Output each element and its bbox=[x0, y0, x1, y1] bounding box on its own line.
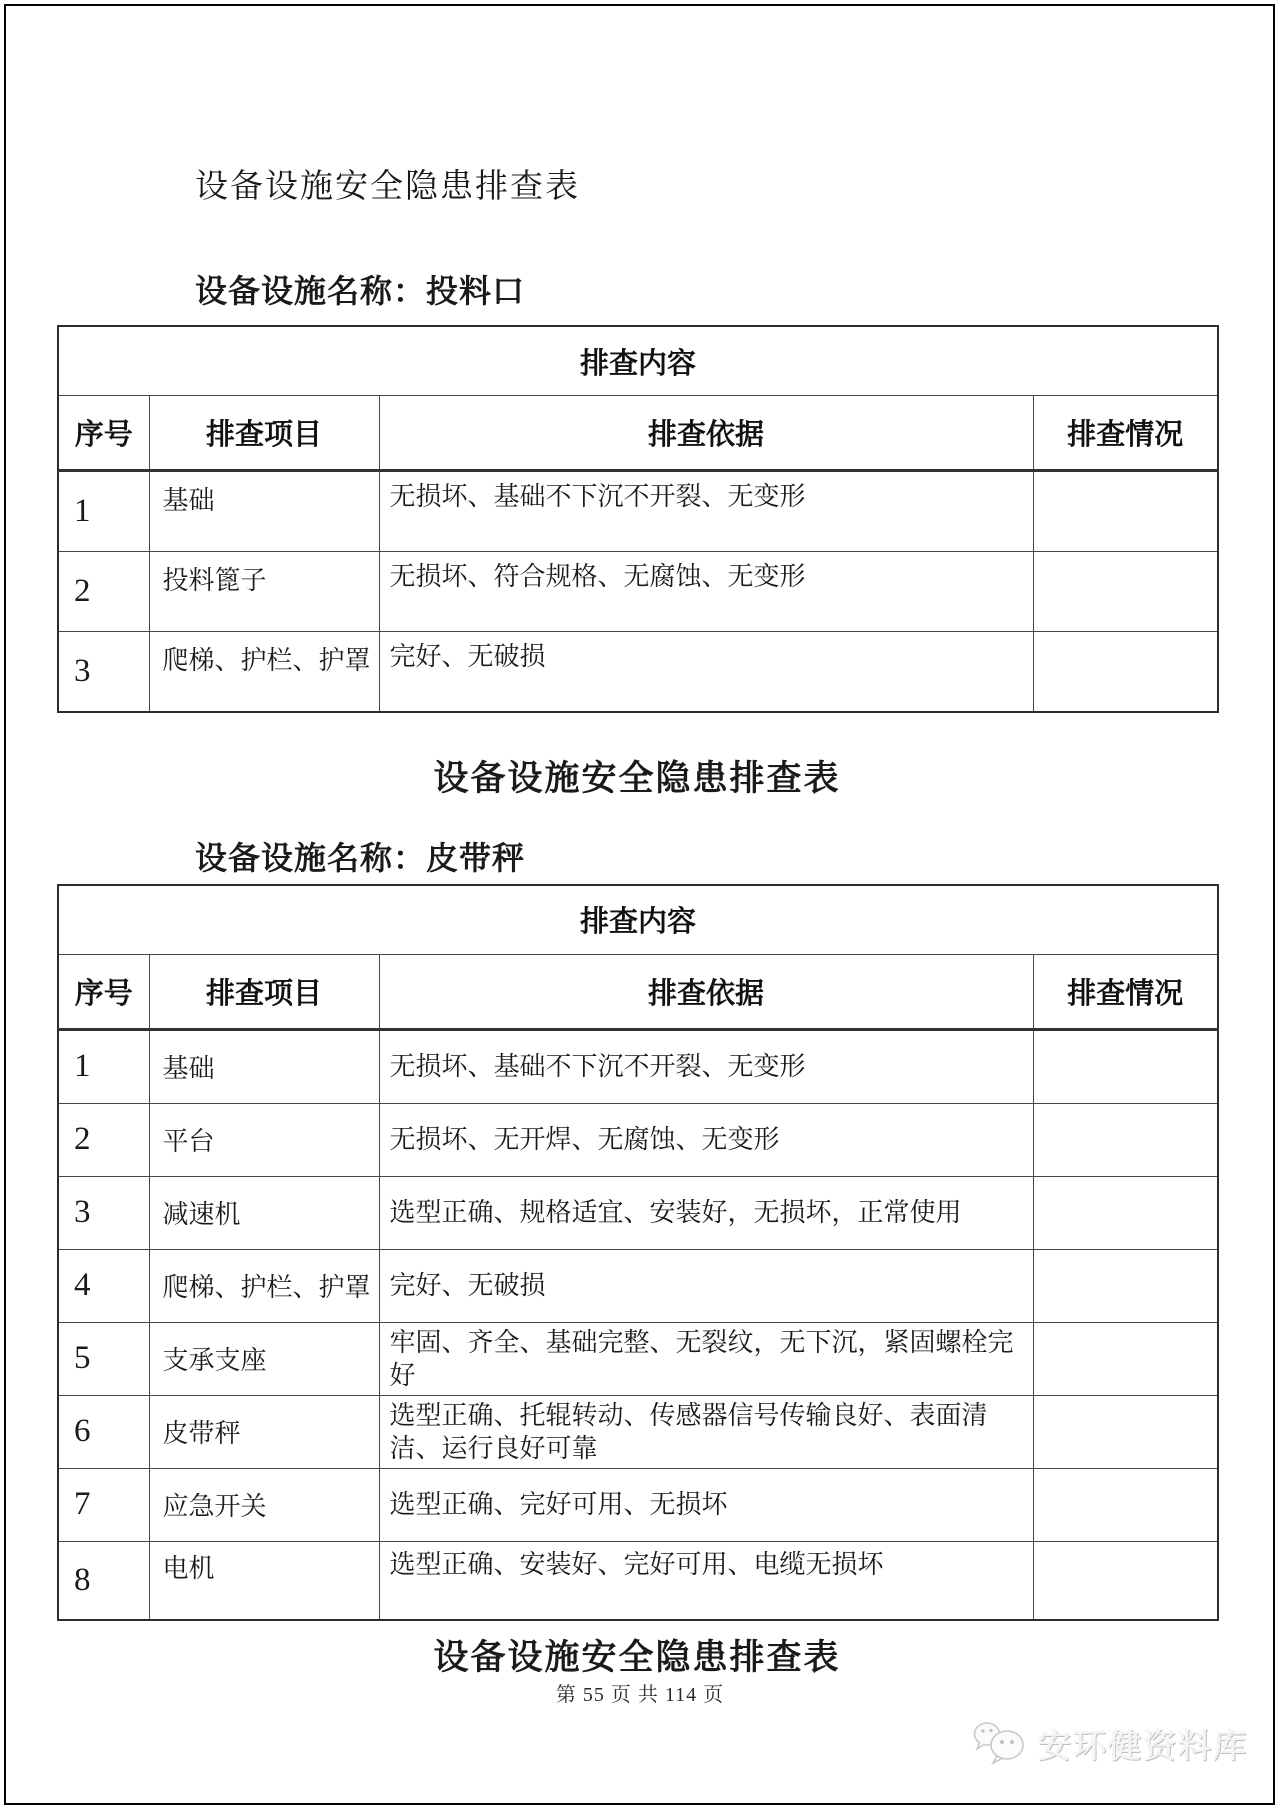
table-row bbox=[58, 632, 1218, 713]
row-number-cell: 1 bbox=[58, 1029, 149, 1103]
table-body bbox=[58, 1029, 1218, 1620]
content-header-cell: 排查内容 bbox=[58, 326, 1218, 396]
row-number-cell: 2 bbox=[58, 552, 149, 632]
inspection-status-cell bbox=[1033, 1395, 1218, 1468]
section-1-title: 设备设施安全隐患排查表 bbox=[195, 169, 580, 205]
column-header-no: 序号 bbox=[58, 396, 149, 471]
row-number-cell: 3 bbox=[58, 632, 149, 713]
inspection-status-cell bbox=[1033, 1468, 1218, 1541]
inspection-status-cell bbox=[1033, 1541, 1218, 1620]
inspection-item-cell: 基础 bbox=[149, 1029, 379, 1103]
row-number-cell: 4 bbox=[58, 1249, 149, 1322]
table-content-header-row bbox=[58, 885, 1218, 955]
section-2-equipment-name-heading bbox=[195, 839, 1217, 876]
column-header-no: 序号 bbox=[58, 954, 149, 1029]
inspection-table-2 bbox=[57, 884, 1219, 1621]
row-number-cell: 6 bbox=[58, 1395, 149, 1468]
inspection-status-cell bbox=[1033, 1176, 1218, 1249]
row-number-cell: 8 bbox=[58, 1541, 149, 1620]
inspection-basis-cell: 完好、无破损 bbox=[379, 1249, 1033, 1322]
inspection-item-cell: 平台 bbox=[149, 1103, 379, 1176]
inspection-basis-cell: 选型正确、完好可用、无损坏 bbox=[379, 1468, 1033, 1541]
inspection-basis-cell: 牢固、齐全、基础完整、无裂纹，无下沉，紧固螺栓完好 bbox=[379, 1322, 1033, 1395]
section-1-equipment-name-heading bbox=[195, 272, 1217, 309]
inspection-status-cell bbox=[1033, 1103, 1218, 1176]
page-content bbox=[6, 6, 1274, 1676]
equipment-name-value: 皮带秤 bbox=[426, 839, 526, 876]
table-row bbox=[58, 1541, 1218, 1620]
table-content-header-row bbox=[58, 326, 1218, 396]
inspection-item-cell: 电机 bbox=[149, 1541, 379, 1620]
table-row bbox=[58, 1249, 1218, 1322]
equipment-name-label: 设备设施名称： bbox=[195, 272, 427, 309]
watermark bbox=[970, 1718, 1248, 1768]
inspection-item-cell: 皮带秤 bbox=[149, 1395, 379, 1468]
inspection-status-cell bbox=[1033, 1322, 1218, 1395]
row-number-cell: 2 bbox=[58, 1103, 149, 1176]
table-body bbox=[58, 471, 1218, 713]
inspection-item-cell: 应急开关 bbox=[149, 1468, 379, 1541]
inspection-basis-cell: 选型正确、规格适宜、安装好，无损坏，正常使用 bbox=[379, 1176, 1033, 1249]
inspection-table-1 bbox=[57, 325, 1219, 713]
table-row bbox=[58, 1176, 1218, 1249]
column-header-basis: 排查依据 bbox=[379, 396, 1033, 471]
inspection-basis-cell: 完好、无破损 bbox=[379, 632, 1033, 713]
column-header-basis: 排查依据 bbox=[379, 954, 1033, 1029]
next-page-table-title: 设备设施安全隐患排查表 bbox=[433, 1637, 841, 1677]
inspection-item-cell: 支承支座 bbox=[149, 1322, 379, 1395]
row-number-cell: 1 bbox=[58, 471, 149, 552]
row-number-cell: 5 bbox=[58, 1322, 149, 1395]
inspection-item-cell: 爬梯、护栏、护罩 bbox=[149, 632, 379, 713]
equipment-name-label: 设备设施名称： bbox=[195, 839, 427, 876]
table-row bbox=[58, 1468, 1218, 1541]
page-number-footer: 第 55 页 共 114 页 bbox=[555, 1684, 725, 1706]
section-2-title: 设备设施安全隐患排查表 bbox=[433, 759, 841, 799]
column-header-item: 排查项目 bbox=[149, 954, 379, 1029]
table-row bbox=[58, 1322, 1218, 1395]
column-header-status: 排查情况 bbox=[1033, 954, 1218, 1029]
wechat-chat-bubbles-icon bbox=[970, 1718, 1030, 1768]
equipment-name-value: 投料口 bbox=[426, 272, 526, 309]
inspection-basis-cell: 无损坏、基础不下沉不开裂、无变形 bbox=[379, 471, 1033, 552]
inspection-item-cell: 爬梯、护栏、护罩 bbox=[149, 1249, 379, 1322]
inspection-status-cell bbox=[1033, 471, 1218, 552]
table-row bbox=[58, 1029, 1218, 1103]
table-row bbox=[58, 1395, 1218, 1468]
inspection-basis-cell: 无损坏、符合规格、无腐蚀、无变形 bbox=[379, 552, 1033, 632]
column-header-status: 排查情况 bbox=[1033, 396, 1218, 471]
inspection-status-cell bbox=[1033, 552, 1218, 632]
inspection-basis-cell: 选型正确、安装好、完好可用、电缆无损坏 bbox=[379, 1541, 1033, 1620]
inspection-item-cell: 投料篦子 bbox=[149, 552, 379, 632]
content-header-cell: 排查内容 bbox=[58, 885, 1218, 955]
watermark-label: 安环健资料库 bbox=[1038, 1728, 1248, 1765]
table-row bbox=[58, 471, 1218, 552]
inspection-basis-cell: 无损坏、基础不下沉不开裂、无变形 bbox=[379, 1029, 1033, 1103]
table-row bbox=[58, 552, 1218, 632]
inspection-basis-cell: 无损坏、无开焊、无腐蚀、无变形 bbox=[379, 1103, 1033, 1176]
inspection-basis-cell: 选型正确、托辊转动、传感器信号传输良好、表面清洁、运行良好可靠 bbox=[379, 1395, 1033, 1468]
table-column-header-row bbox=[58, 396, 1218, 471]
inspection-status-cell bbox=[1033, 1029, 1218, 1103]
row-number-cell: 3 bbox=[58, 1176, 149, 1249]
inspection-status-cell bbox=[1033, 1249, 1218, 1322]
inspection-status-cell bbox=[1033, 632, 1218, 713]
inspection-item-cell: 减速机 bbox=[149, 1176, 379, 1249]
inspection-item-cell: 基础 bbox=[149, 471, 379, 552]
row-number-cell: 7 bbox=[58, 1468, 149, 1541]
column-header-item: 排查项目 bbox=[149, 396, 379, 471]
table-column-header-row bbox=[58, 954, 1218, 1029]
table-row bbox=[58, 1103, 1218, 1176]
